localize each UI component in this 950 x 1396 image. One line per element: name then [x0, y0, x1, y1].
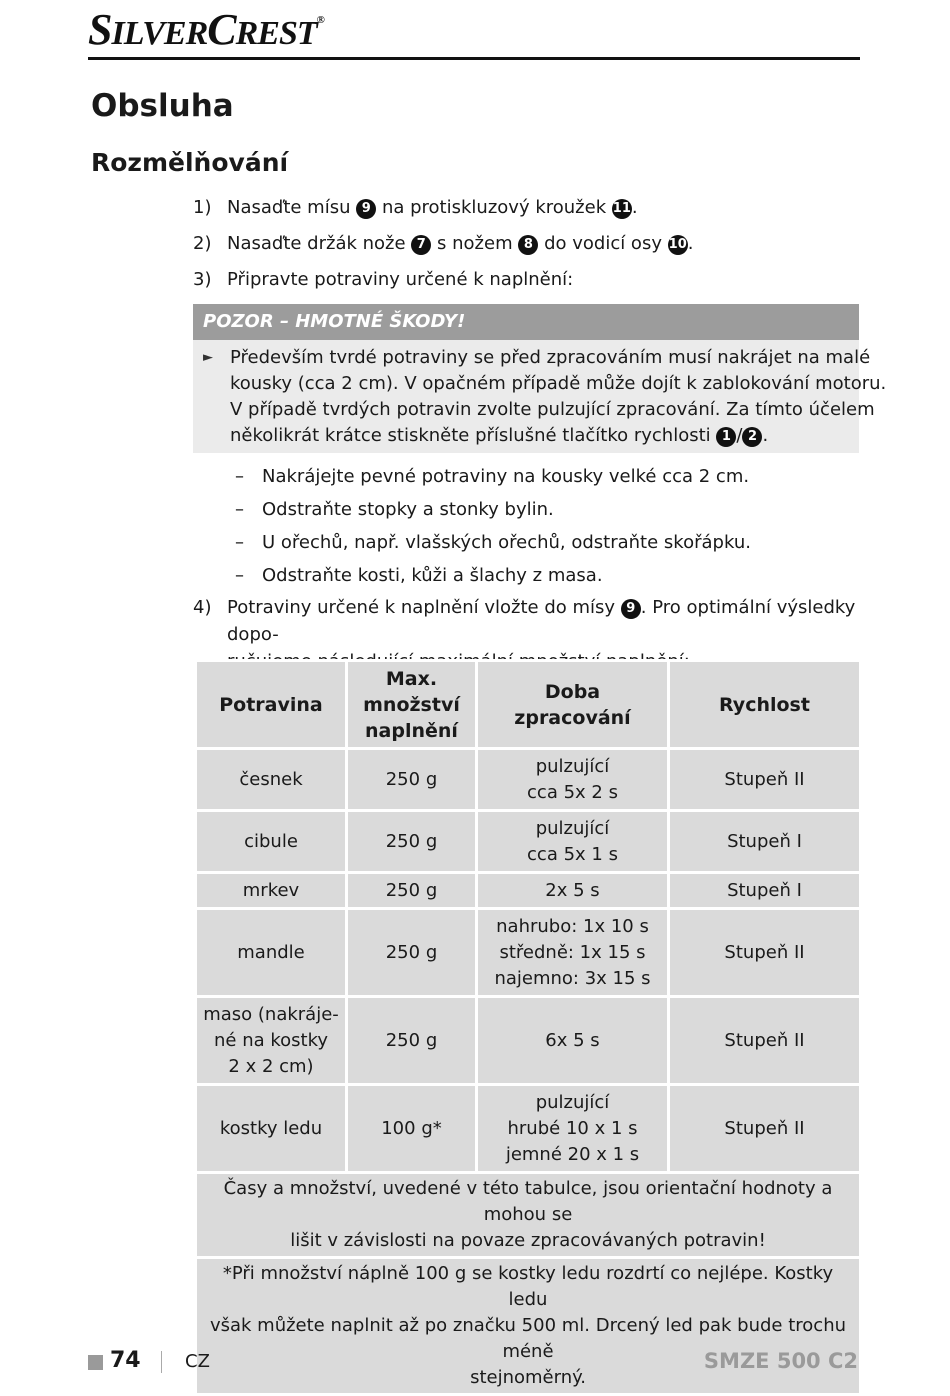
speed-button-2-marker: 2 [742, 427, 762, 447]
table-row: maso (nakráje- né na kostky 2 x 2 cm) 250 g 6x 5 s Stupeň II [196, 997, 861, 1085]
blade-marker: 8 [518, 235, 538, 255]
footer-square-icon [88, 1355, 103, 1370]
sub-item: – Odstraňte stopky a stonky bylin. [235, 499, 554, 520]
table-row: mandle 250 g nahrubo: 1x 10 s středně: 1x 15 s najemno: 3x 15 s Stupeň II [196, 909, 861, 997]
bowl-marker: 9 [621, 599, 641, 619]
table-row: česnek 250 g pulzující cca 5x 2 s Stupeň II [196, 749, 861, 811]
warning-header [193, 304, 859, 340]
table-note-row [196, 1173, 861, 1258]
table-header-row [196, 661, 861, 749]
table-row: cibule 250 g pulzující cca 5x 1 s Stupeň I [196, 811, 861, 873]
sub-item: – Odstraňte kosti, kůži a šlachy z masa. [235, 565, 603, 586]
header-time: Doba zpracování [477, 661, 669, 749]
speed-button-1-marker: 1 [716, 427, 736, 447]
filling-table [194, 659, 862, 1396]
header-food: Potravina [196, 661, 347, 749]
holder-marker: 7 [411, 235, 431, 255]
axis-marker: 10 [668, 235, 688, 255]
step-2: 2) Nasaďte držák nože 7 s nožem 8 do vodicí osy 10. [193, 233, 694, 254]
header-amount: Max. množství naplnění [347, 661, 477, 749]
header-rule [88, 57, 860, 60]
sub-item: – Nakrájejte pevné potraviny na kousky velké cca 2 cm. [235, 466, 750, 487]
table-row: kostky ledu 100 g* pulzující hrubé 10 x 1 s jemné 20 x 1 s Stupeň II [196, 1085, 861, 1173]
step-1: 1) Nasaďte mísu 9 na protiskluzový kroužek 11. [193, 197, 638, 218]
bowl-marker: 9 [356, 199, 376, 219]
header-speed: Rychlost [669, 661, 861, 749]
warning-title: POZOR – HMOTNÉ ŠKODY! [203, 311, 466, 332]
table-note-ice: *Při množství náplně 100 g se kostky ledu rozdrtí co nejlépe. Kostky ledu však můžete naplnit až po značku 500 ml. Drcený led pak bude trochu méně stejnoměrný. [196, 1258, 861, 1395]
warning-body [193, 340, 887, 453]
table-note-row [196, 1258, 861, 1395]
footer-model: SMZE 500 C2 [703, 1349, 858, 1373]
sub-item: – U ořechů, např. vlašských ořechů, odstraňte skořápku. [235, 532, 751, 553]
section-title: Obsluha [91, 88, 234, 124]
warning-text: Především tvrdé potraviny se před zpracováním musí nakrájet na malé kousky (cca 2 cm). V opačném případě může dojít k zablokování motoru. V případě tvrdých potravin zvolte pulzující zpracování. Za tímto účelem několikrát krátce stiskněte příslušné tlačítko rychlosti 1 / 2 . [230, 347, 887, 446]
silvercrest-logo: SILVERCREST® [88, 5, 324, 54]
table-note-orientation: Časy a množství, uvedené v této tabulce, jsou orientační hodnoty a mohou se lišit v závislosti na povaze zpracovávaných potravin! [196, 1173, 861, 1258]
step-3: 3) Připravte potraviny určené k naplnění: [193, 269, 574, 290]
table-row: mrkev 250 g 2x 5 s Stupeň I [196, 873, 861, 909]
subsection-title: Rozmělňování [91, 148, 289, 177]
page-number: 74 [110, 1348, 141, 1373]
step-4: 4) Potraviny určené k naplnění vložte do mísy 9 . Pro optimální výsledky dopo- [193, 597, 856, 645]
ring-marker: 11 [612, 199, 632, 219]
footer-language: CZ [185, 1351, 210, 1372]
footer-divider [161, 1351, 162, 1373]
arrow-icon: ► [203, 350, 213, 365]
